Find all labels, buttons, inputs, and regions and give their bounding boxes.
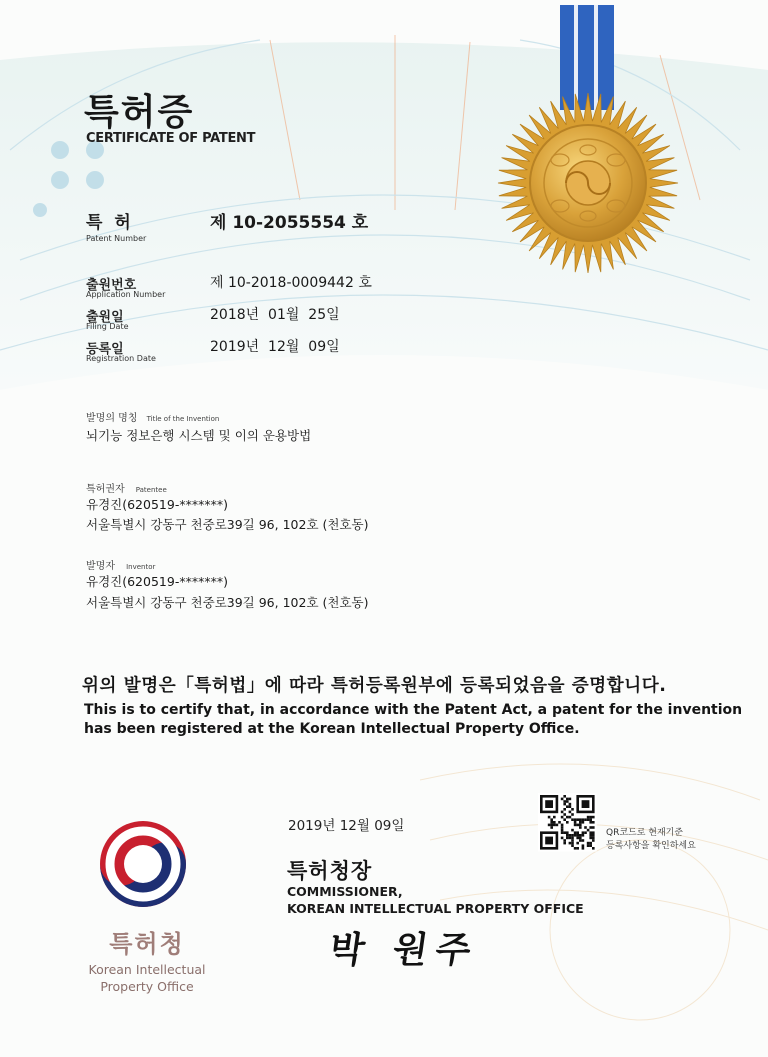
- kipo-logo-icon: [100, 821, 186, 907]
- inventor-name: 유경진(620519-*******): [86, 574, 228, 589]
- ribbon-icon: [560, 5, 614, 110]
- certificate-title: 특허증: [84, 92, 195, 133]
- inventor-address: 서울특별시 강동구 천중로39길 96, 102호 (천호동): [86, 595, 369, 610]
- patent-number-label-en: Patent Number: [86, 234, 147, 243]
- invention-title: 뇌기능 정보은행 시스템 및 이의 운용방법: [86, 428, 312, 443]
- application-number-value: 제 10-2018-0009442 호: [210, 275, 372, 291]
- inventor-label: [86, 554, 155, 573]
- office-name-ko: 특허청: [109, 930, 185, 958]
- certificate-title-en: CERTIFICATE OF PATENT: [86, 131, 256, 146]
- invention-label-ko: 발명의 명칭: [86, 413, 138, 424]
- patentee-name: 유경진(620519-*******): [86, 497, 228, 512]
- commissioner-title-en-line1: COMMISSIONER,: [287, 884, 403, 899]
- certification-statement-en-line2: has been registered at the Korean Intellectual Property Office.: [84, 721, 580, 737]
- registration-date-value: 2019년 12월 09일: [210, 339, 340, 355]
- certification-statement-en-line1: This is to certify that, in accordance with the Patent Act, a patent for the invention: [84, 702, 743, 718]
- office-name-en-line1: Korean Intellectual: [88, 962, 206, 977]
- filing-date-value: 2018년 01월 25일: [210, 307, 340, 323]
- patent-number-value: 제 10-2055554 호: [210, 213, 369, 233]
- filing-date-label: 출원일: [86, 310, 124, 325]
- invention-label: [86, 406, 219, 425]
- patentee-label-en: Patentee: [135, 486, 167, 494]
- commissioner-title-en-line2: KOREAN INTELLECTUAL PROPERTY OFFICE: [287, 901, 584, 916]
- registration-date-label-en: Registration Date: [86, 354, 156, 363]
- commissioner-title-ko: 특허청장: [287, 859, 373, 883]
- qr-note-line1: QR코드로 현재기준: [606, 828, 684, 838]
- inventor-label-ko: 발명자: [86, 561, 115, 572]
- commissioner-signature: 박 원주: [326, 929, 482, 971]
- patentee-label: [86, 477, 167, 496]
- office-name-en-line2: Property Office: [100, 979, 194, 994]
- application-number-label-en: Application Number: [86, 290, 166, 299]
- filing-date-label-en: Filing Date: [86, 322, 129, 331]
- qr-note-line2: 등록사항을 확인하세요: [606, 841, 696, 851]
- issue-date: 2019년 12월 09일: [288, 818, 405, 834]
- application-number-label: 출원번호: [86, 278, 137, 293]
- inventor-label-en: Inventor: [126, 563, 156, 571]
- registration-date-label: 등록일: [86, 342, 124, 357]
- qr-code-icon: [538, 793, 597, 852]
- certification-statement-ko: 위의 발명은「특허법」에 따라 특허등록원부에 등록되었음을 증명합니다.: [82, 676, 667, 696]
- invention-label-en: Title of the Invention: [146, 415, 220, 423]
- patent-number-label: 특 허: [86, 213, 134, 233]
- patentee-address: 서울특별시 강동구 천중로39길 96, 102호 (천호동): [86, 517, 369, 532]
- patentee-label-ko: 특허권자: [86, 484, 125, 495]
